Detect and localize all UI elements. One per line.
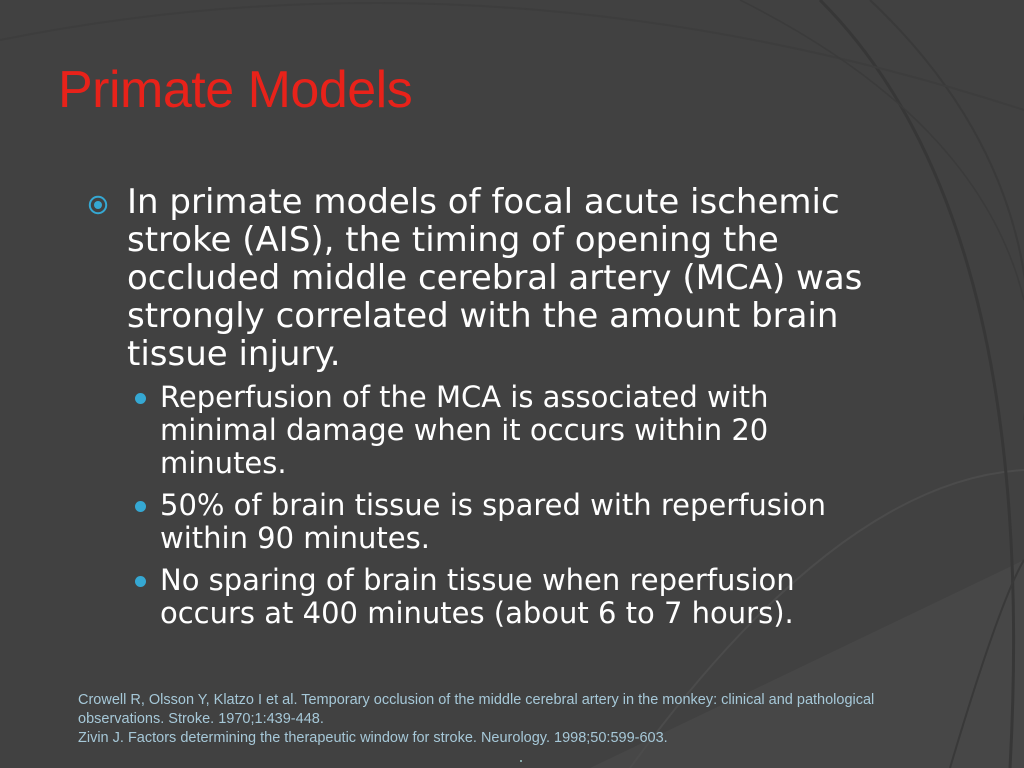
filled-circle-icon	[135, 576, 146, 587]
sub-bullet-text: No sparing of brain tissue when reperfusion occurs at 400 minutes (about 6 to 7 hours).	[160, 563, 795, 630]
circled-dot-icon	[88, 195, 108, 215]
sub-bullet-text: Reperfusion of the MCA is associated with minimal damage when it occurs within 20 minutes.	[160, 380, 769, 480]
sub-bullet-list	[132, 381, 892, 639]
sub-bullet-item	[132, 381, 890, 480]
filled-circle-icon	[135, 501, 146, 512]
main-bullet-text: In primate models of focal acute ischemic stroke (AIS), the timing of opening the occluded middle cerebral artery (MCA) was strongly correlated with the amount brain tissue injury.	[127, 182, 863, 374]
sub-bullet-item	[132, 564, 890, 630]
sub-bullet-text: 50% of brain tissue is spared with reperfusion within 90 minutes.	[160, 488, 827, 555]
references	[78, 691, 958, 748]
main-bullet	[88, 183, 888, 373]
sub-bullet-item	[132, 489, 890, 555]
filled-circle-icon	[135, 393, 146, 404]
reference-item: Zivin J. Factors determining the therapeutic window for stroke. Neurology. 1998;50:599-603.	[78, 730, 668, 746]
slide-title: Primate Models	[58, 61, 413, 119]
decorative-dot	[520, 760, 522, 762]
reference-item: Crowell R, Olsson Y, Klatzo I et al. Temporary occlusion of the middle cerebral artery in the monkey: clinical and pathological observations. Stroke. 1970;1:439-448.	[78, 692, 875, 727]
